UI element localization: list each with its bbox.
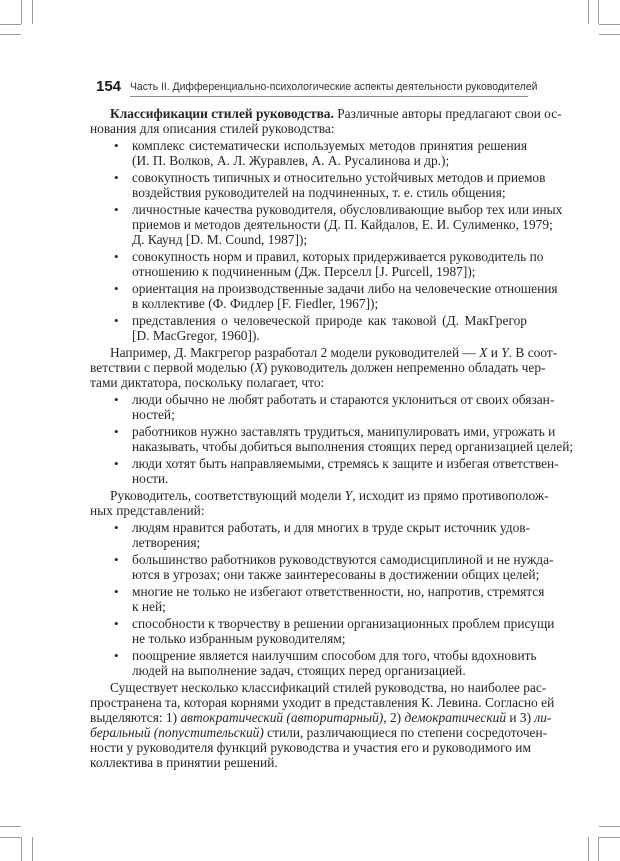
crop-mark	[599, 24, 620, 25]
text-run: , 2)	[383, 710, 405, 725]
bullet-list-item	[90, 584, 545, 614]
crop-mark	[21, 0, 22, 24]
crop-mark	[0, 837, 21, 838]
text-run: работников нужно заставлять трудиться, манипулировать ими, угрожать и	[132, 424, 556, 439]
crop-mark	[32, 837, 33, 861]
paragraph	[90, 106, 562, 136]
text-run: и 3)	[506, 710, 535, 725]
crop-mark	[588, 837, 589, 861]
text-run: ветствии с первой моделью (	[90, 360, 255, 375]
italic-run: Y	[344, 488, 353, 503]
text-line	[132, 185, 527, 200]
text-run: пространена та, которая корнями уходит в представления К. Левина. Согласно ей	[90, 695, 555, 710]
text-line	[132, 584, 545, 599]
text-run: Руководитель, соответствующий модели	[110, 488, 345, 503]
text-run: ности.	[132, 471, 169, 486]
text-run: людей на выполнение задач, стоящих перед организацией.	[132, 663, 466, 678]
text-run: стили, различающиеся по степени сосредоточен-	[263, 725, 548, 740]
text-line	[90, 488, 549, 503]
text-line	[90, 375, 527, 390]
text-run: совокупность типичных и относительно устойчивых методов и приемов	[132, 170, 546, 185]
crop-mark	[599, 826, 620, 827]
paragraph	[90, 345, 558, 390]
text-line	[132, 471, 527, 486]
text-line	[132, 663, 527, 678]
text-line	[132, 264, 527, 279]
text-run: , исходит из прямо противополож-	[352, 488, 549, 503]
text-line	[132, 281, 558, 296]
text-line	[90, 106, 562, 121]
text-run: выделяются: 1)	[90, 710, 181, 725]
crop-mark	[0, 826, 21, 827]
text-line	[132, 392, 555, 407]
crop-mark	[0, 34, 21, 35]
text-line	[132, 456, 559, 471]
text-run: нования для описания стилей руководства:	[90, 121, 335, 136]
italic-run: ли-	[534, 710, 552, 725]
bullet-list-item	[90, 249, 544, 279]
text-line	[90, 695, 555, 710]
text-line	[90, 360, 546, 375]
italic-run: автократический (авторитарный)	[180, 710, 384, 725]
text-line	[132, 407, 527, 422]
crop-mark	[588, 0, 589, 24]
text-run: и	[487, 345, 502, 360]
text-run: воздействия руководителей на подчиненных, т. е. стиль общения;	[132, 185, 506, 200]
text-line	[90, 740, 531, 755]
bullet-list-item	[90, 552, 554, 582]
text-run: тами диктатора, поскольку полагает, что:	[90, 375, 325, 390]
text-line	[132, 232, 527, 247]
bullet-list-item	[90, 392, 555, 422]
text-run: представления о человеческой природе как таковой (Д. МакГрегор	[132, 313, 527, 328]
crop-mark	[598, 0, 599, 24]
running-header	[96, 78, 538, 98]
text-run: большинство работников руководствуются самодисциплиной и не нужда-	[132, 552, 554, 567]
text-run: ) руководитель должен непременно обладать чер-	[262, 360, 546, 375]
text-run: (И. П. Волков, А. Л. Журавлев, А. А. Русалинова и др.);	[132, 153, 450, 168]
text-run: . В соот-	[508, 345, 558, 360]
text-line	[132, 535, 527, 550]
text-run: ности у руководителя функций руководства и участия его и руководимого им	[90, 740, 531, 755]
text-line	[132, 552, 554, 567]
italic-run: Y	[501, 345, 509, 360]
bullet-list-item	[90, 313, 527, 343]
text-run: Д. Каунд [D. M. Cound, 1987]);	[132, 232, 308, 247]
bullet-list-item	[90, 648, 537, 678]
text-run: летворения;	[132, 535, 201, 550]
running-title: Часть II. Дифференциально-психологические аспекты деятельности руководителей	[130, 81, 538, 93]
bullet-list-item	[90, 616, 555, 646]
page-number: 154	[96, 78, 122, 95]
text-line	[132, 313, 527, 328]
bold-run: Классификации стилей руководства.	[110, 106, 334, 121]
crop-mark	[599, 34, 620, 35]
text-run: совокупность норм и правил, которых придерживается руководитель по	[132, 249, 544, 264]
crop-mark	[598, 837, 599, 861]
bullet-list-item	[90, 170, 546, 200]
italic-run: X	[254, 360, 263, 375]
text-line	[132, 202, 563, 217]
text-run: к ней;	[132, 599, 166, 614]
text-line	[132, 520, 531, 535]
text-line	[90, 725, 548, 740]
text-run: комплекс систематически используемых методов принятия решения	[132, 138, 527, 153]
crop-mark	[21, 837, 22, 861]
text-line	[132, 648, 537, 663]
italic-run: X	[479, 345, 488, 360]
text-line	[132, 249, 544, 264]
text-run: способности к творчеству в решении организационных проблем присущи	[132, 616, 555, 631]
text-line	[132, 631, 527, 646]
crop-mark	[0, 24, 21, 25]
text-run: не только избранным руководителям;	[132, 631, 346, 646]
text-line	[90, 503, 527, 518]
text-line	[90, 680, 547, 695]
paragraph	[90, 488, 549, 518]
text-run: ются в угрозах; они также заинтересованы в достижении общих целей;	[132, 567, 540, 582]
italic-run: беральный (попустительский)	[90, 725, 264, 740]
text-line	[90, 710, 552, 725]
bullet-list-item	[90, 424, 574, 454]
text-line	[132, 170, 546, 185]
text-run: поощрение является наилучшим способом для того, чтобы вдохновить	[132, 648, 537, 663]
text-run: Например, Д. Макгрегор разработал 2 модели руководителей —	[110, 345, 480, 360]
italic-run: демократический	[404, 710, 507, 725]
bullet-list-item	[90, 520, 531, 550]
text-run: Существует несколько классификаций стилей руководства, но наиболее рас-	[110, 680, 547, 695]
text-line	[132, 153, 527, 168]
text-run: личностные качества руководителя, обусловливающие выбор тех или иных	[132, 202, 563, 217]
text-line	[132, 296, 527, 311]
text-run: ных представлений:	[90, 503, 205, 518]
text-line	[132, 599, 527, 614]
text-run: [D. MacGregor, 1960]).	[132, 328, 260, 343]
text-run: в коллективе (Ф. Фидлер [F. Fiedler, 1967]);	[132, 296, 379, 311]
text-run: люди хотят быть направляемыми, стремясь к защите и избегая ответствен-	[132, 456, 559, 471]
header-rule	[130, 96, 528, 97]
text-run: отношению к подчиненным (Дж. Перселл [J. Purcell, 1987]);	[132, 264, 476, 279]
text-line	[132, 439, 574, 454]
text-line	[90, 121, 527, 136]
text-run: коллектива в принятии решений.	[90, 755, 278, 770]
text-line	[90, 345, 558, 360]
text-run: наказывать, чтобы добиться выполнения стоящих перед организацией целей;	[132, 439, 574, 454]
crop-mark	[599, 837, 620, 838]
text-run: людям нравится работать, и для многих в труде скрыт источник удов-	[132, 520, 531, 535]
text-line	[132, 424, 556, 439]
text-run: многие не только не избегают ответственности, но, напротив, стремятся	[132, 584, 545, 599]
text-line	[132, 328, 527, 343]
text-line	[132, 567, 540, 582]
bullet-list-item	[90, 138, 527, 168]
crop-mark	[32, 0, 33, 24]
bullet-list-item	[90, 202, 563, 247]
text-run: ностей;	[132, 407, 175, 422]
text-run: приемов и методов деятельности (Д. П. Кайдалов, Е. И. Сулименко, 1979;	[132, 217, 553, 232]
text-line	[132, 138, 527, 153]
text-line	[90, 755, 527, 770]
text-run: Различные авторы предлагают свои ос-	[333, 106, 562, 121]
text-run: люди обычно не любят работать и стараются уклониться от своих обязан-	[132, 392, 555, 407]
bullet-list-item	[90, 281, 558, 311]
text-run: ориентация на производственные задачи либо на человеческие отношения	[132, 281, 558, 296]
text-line	[132, 217, 553, 232]
text-line	[132, 616, 555, 631]
bullet-list-item	[90, 456, 559, 486]
body-text	[90, 106, 574, 772]
paragraph	[90, 680, 555, 770]
